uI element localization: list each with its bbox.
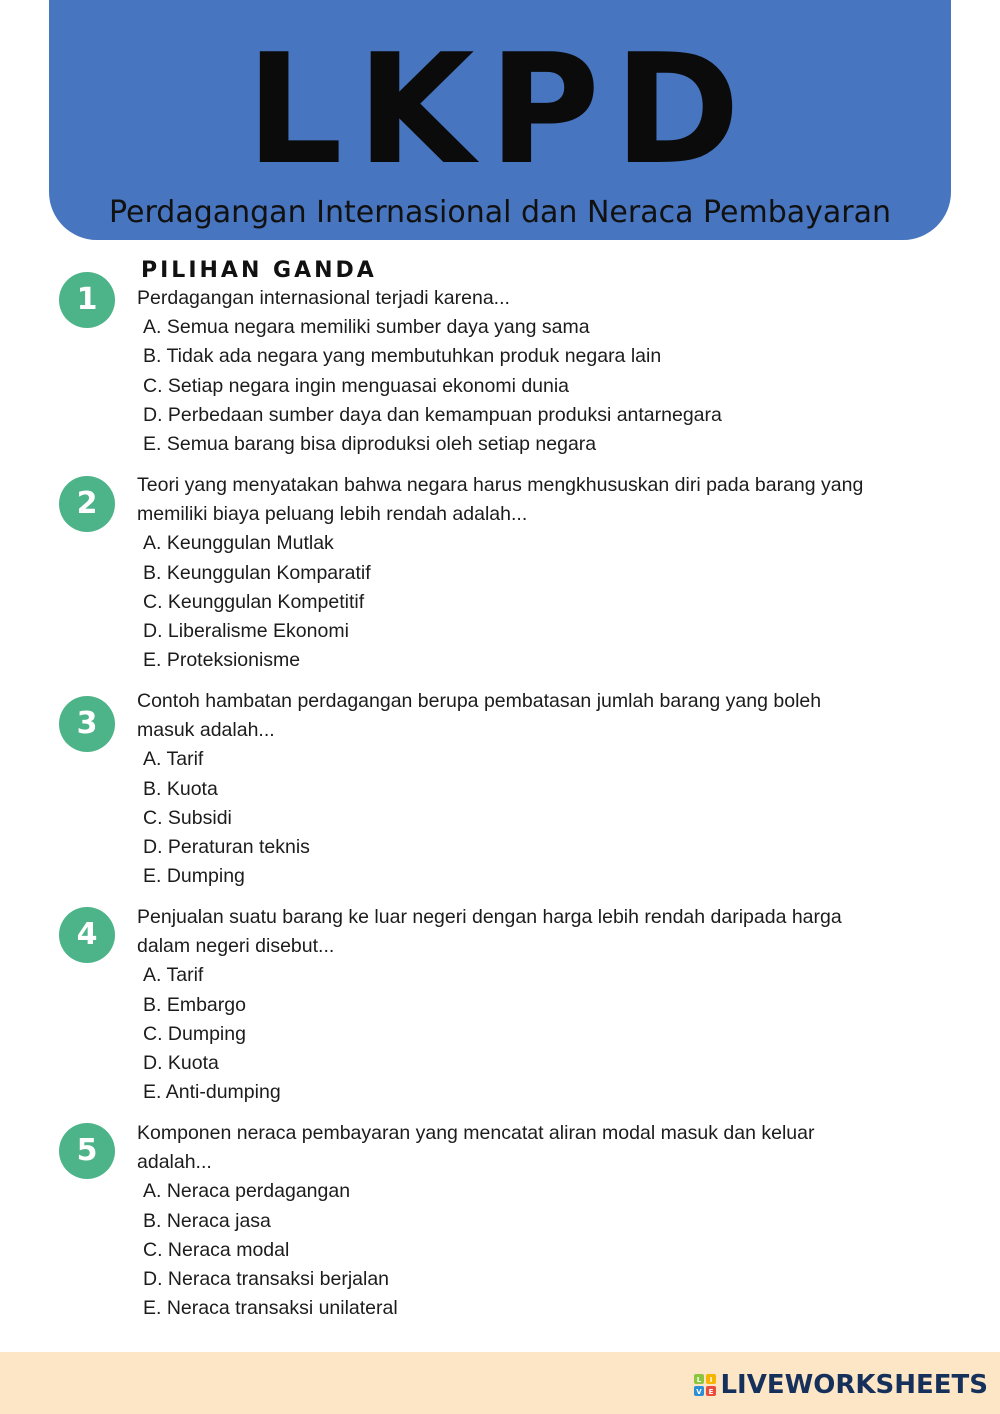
- option-a[interactable]: A. Neraca perdagangan: [143, 1180, 351, 1203]
- option-e[interactable]: E. Neraca transaksi unilateral: [143, 1297, 398, 1320]
- option-a[interactable]: A. Semua negara memiliki sumber daya yang sama: [143, 316, 590, 339]
- option-list: [137, 313, 877, 459]
- option-a[interactable]: A. Tarif: [143, 748, 204, 771]
- question-number-badge: 2: [59, 476, 115, 532]
- option-e[interactable]: E. Semua barang bisa diproduksi oleh setiap negara: [143, 433, 597, 456]
- question-prompt: Contoh hambatan perdagangan berupa pembatasan jumlah barang yang boleh masuk adalah...: [137, 690, 822, 742]
- option-d[interactable]: D. Kuota: [143, 1052, 219, 1075]
- question-prompt: Komponen neraca pembayaran yang mencatat aliran modal masuk dan keluar adalah...: [137, 1122, 815, 1174]
- question-number-badge: 3: [59, 696, 115, 752]
- svg-text:L: L: [697, 1376, 702, 1384]
- liveworksheets-logo-icon: [694, 1374, 716, 1396]
- option-c[interactable]: C. Setiap negara ingin menguasai ekonomi dunia: [143, 374, 570, 397]
- option-d[interactable]: D. Liberalisme Ekonomi: [143, 620, 349, 643]
- question-prompt: Penjualan suatu barang ke luar negeri dengan harga lebih rendah daripada harga dalam negeri disebut...: [137, 906, 842, 958]
- option-b[interactable]: B. Embargo: [143, 993, 246, 1016]
- option-c[interactable]: C. Keunggulan Kompetitif: [143, 590, 365, 613]
- question-prompt: Perdagangan internasional terjadi karena...: [137, 287, 510, 309]
- question-text: [137, 687, 877, 891]
- brand-name: LIVEWORKSHEETS: [720, 1370, 988, 1400]
- question-text: [137, 903, 877, 1107]
- option-list: [137, 529, 877, 675]
- svg-text:V: V: [696, 1388, 703, 1396]
- option-d[interactable]: D. Peraturan teknis: [143, 836, 310, 859]
- option-c[interactable]: C. Subsidi: [143, 806, 232, 829]
- question-text: [137, 1119, 877, 1323]
- question-number-badge: 4: [59, 907, 115, 963]
- option-b[interactable]: B. Tidak ada negara yang membutuhkan produk negara lain: [143, 345, 662, 368]
- option-b[interactable]: B. Kuota: [143, 777, 218, 800]
- svg-text:E: E: [709, 1388, 714, 1396]
- option-b[interactable]: B. Keunggulan Komparatif: [143, 561, 371, 584]
- question-text: [137, 471, 877, 675]
- svg-text:I: I: [710, 1376, 713, 1384]
- option-e[interactable]: E. Dumping: [143, 865, 245, 888]
- option-list: [137, 961, 877, 1107]
- option-d[interactable]: D. Neraca transaksi berjalan: [143, 1268, 390, 1291]
- page-title: LKPD: [245, 21, 755, 198]
- option-a[interactable]: A. Keunggulan Mutlak: [143, 532, 334, 555]
- option-e[interactable]: E. Anti-dumping: [143, 1081, 281, 1104]
- option-a[interactable]: A. Tarif: [143, 964, 204, 987]
- liveworksheets-brand[interactable]: [694, 1370, 988, 1400]
- footer-bar: [0, 1352, 1000, 1414]
- page-subtitle: Perdagangan Internasional dan Neraca Pembayaran: [108, 195, 891, 230]
- option-d[interactable]: D. Perbedaan sumber daya dan kemampuan produksi antarnegara: [143, 403, 722, 426]
- section-title: PILIHAN GANDA: [141, 258, 377, 283]
- option-b[interactable]: B. Neraca jasa: [143, 1209, 271, 1232]
- header-banner: [49, 0, 951, 240]
- question-text: [137, 284, 877, 459]
- option-e[interactable]: E. Proteksionisme: [143, 649, 301, 672]
- question-number-badge: 5: [59, 1123, 115, 1179]
- option-c[interactable]: C. Dumping: [143, 1022, 246, 1045]
- option-list: [137, 745, 877, 891]
- option-c[interactable]: C. Neraca modal: [143, 1238, 290, 1261]
- question-prompt: Teori yang menyatakan bahwa negara harus mengkhususkan diri pada barang yang memiliki biaya peluang lebih rendah adalah...: [137, 474, 864, 526]
- question-number-badge: 1: [59, 272, 115, 328]
- option-list: [137, 1177, 877, 1323]
